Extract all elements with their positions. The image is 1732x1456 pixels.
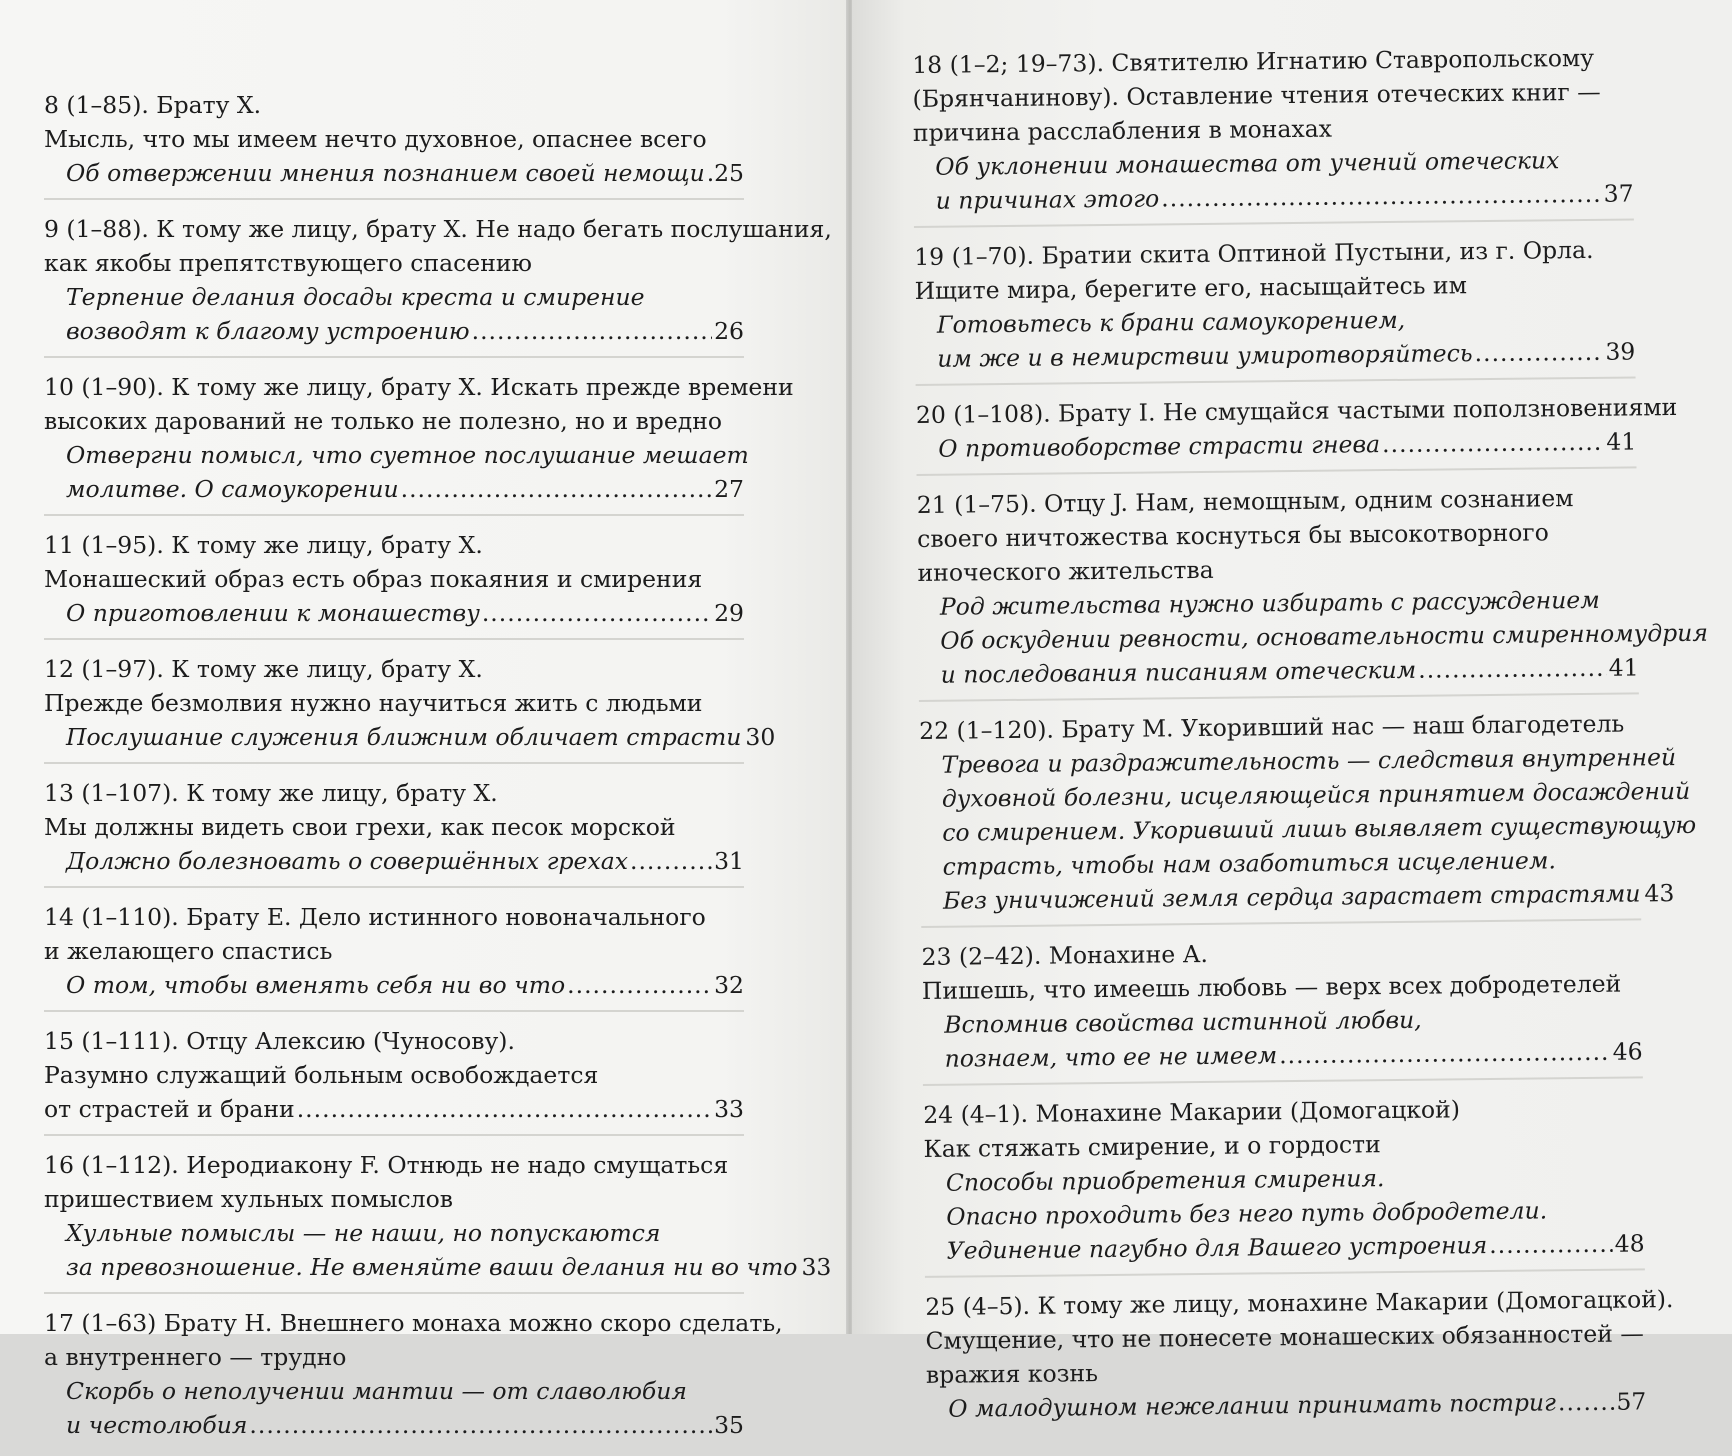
dot-leader — [1489, 1227, 1613, 1262]
left-toc-column — [44, 82, 744, 1456]
toc-entry-description: им же и в немирствии умиротворяйтесь — [937, 336, 1473, 376]
toc-entry-description: и честолюбия — [66, 1408, 247, 1442]
toc-leader-line — [922, 1034, 1642, 1076]
toc-entry-title-line: Смущение, что не понесете монашеских обязанностей — — [925, 1316, 1645, 1358]
toc-leader-line — [44, 844, 744, 878]
toc-entry-title-line: 9 (1–88). К тому же лицу, брату Х. Не надо бегать послушания, — [44, 212, 744, 246]
toc-entry-title-line: 19 (1–70). Братии скита Оптиной Пустыни, из г. Орла. — [914, 232, 1634, 274]
toc-entry-title-line: причина расслабления в монахах — [913, 108, 1633, 150]
toc-entry-description: О малодушном нежелании принимать постриг — [948, 1385, 1556, 1425]
dot-leader — [1382, 425, 1605, 461]
toc-leader-line — [926, 1384, 1646, 1426]
page-number: 39 — [1605, 334, 1635, 368]
dot-leader — [1279, 1035, 1611, 1072]
toc-leader-line — [918, 650, 1638, 692]
toc-entry-description: возводят к благому устроению — [66, 314, 470, 348]
toc-entry-description: за превозношение. Не вменяйте ваши делания ни во что — [66, 1250, 797, 1284]
right-toc-column — [912, 34, 1647, 1439]
toc-leader-line — [916, 424, 1636, 466]
toc-entry-description: О приготовлении к монашеству — [66, 596, 480, 630]
toc-entry-title-line: пришествием хульных помыслов — [44, 1182, 744, 1216]
dot-leader — [472, 314, 713, 348]
page-number: 33 — [714, 1092, 744, 1126]
toc-entry — [923, 1084, 1645, 1278]
toc-leader-line — [44, 968, 744, 1002]
toc-entry — [44, 894, 744, 1012]
toc-entry-title-line: 20 (1–108). Брату I. Не смущайся частыми поползновениями — [916, 390, 1636, 432]
toc-entry — [44, 770, 744, 888]
toc-entry-description: О том, чтобы вменять себя ни во что — [66, 968, 565, 1002]
toc-leader-line — [913, 176, 1633, 218]
toc-entry-description: молитве. О самоукорении — [66, 472, 399, 506]
page-number: 37 — [1604, 176, 1634, 210]
dot-leader — [401, 472, 713, 506]
toc-entry-subtitle-line: Тревога и раздражительность — следствия внутренней — [919, 740, 1639, 782]
toc-entry-title-line: Как стяжать смирение, и о гордости — [923, 1124, 1643, 1166]
toc-leader-line — [44, 720, 744, 754]
toc-leader-line — [44, 156, 744, 190]
toc-entry — [44, 206, 744, 358]
dot-leader — [1161, 177, 1602, 216]
toc-entry — [44, 364, 744, 516]
toc-leader-line — [44, 314, 744, 348]
page-number: 30 — [745, 720, 775, 754]
toc-entry-title-line: Ищите мира, берегите его, насыщайтесь им — [914, 266, 1634, 308]
toc-entry-title-line: 15 (1–111). Отцу Алексию (Чуносову). — [44, 1024, 744, 1058]
toc-entry — [44, 1142, 744, 1294]
toc-entry-subtitle-line: Терпение делания досады креста и смирение — [44, 280, 744, 314]
toc-entry-title-line: Мы должны видеть свои грехи, как песок морской — [44, 810, 744, 844]
toc-leader-line — [44, 472, 744, 506]
toc-entry — [917, 474, 1639, 702]
toc-entry — [912, 34, 1634, 228]
toc-leader-line — [915, 334, 1635, 376]
toc-entry-subtitle-line: Скорбь о неполучении мантии — от славолюбия — [44, 1374, 744, 1408]
page-number: 26 — [714, 314, 744, 348]
toc-entry-description: и причинах этого — [935, 181, 1159, 217]
toc-entry — [921, 926, 1643, 1086]
toc-entry — [914, 226, 1636, 386]
toc-entry — [916, 384, 1637, 476]
page-number: 27 — [714, 472, 744, 506]
toc-entry-title-line: Монашеский образ есть образ покаяния и смирения — [44, 562, 744, 596]
dot-leader — [630, 844, 712, 878]
toc-entry-title-line: 25 (4–5). К тому же лицу, монахине Макарии (Домогацкой). — [925, 1282, 1645, 1324]
page-number: 57 — [1616, 1384, 1646, 1418]
toc-entry-title-line: 10 (1–90). К тому же лицу, брату Х. Искать прежде времени — [44, 370, 744, 404]
toc-entry-title-line: 24 (4–1). Монахине Макарии (Домогацкой) — [923, 1090, 1643, 1132]
toc-leader-line — [44, 596, 744, 630]
toc-entry-title-line: Мысль, что мы имеем нечто духовное, опаснее всего — [44, 122, 744, 156]
dot-leader — [1558, 1385, 1615, 1420]
toc-entry-subtitle-line: Способы приобретения смирения. — [924, 1158, 1644, 1200]
toc-leader-line — [921, 876, 1641, 918]
toc-entry-title-line: иноческого жительства — [917, 548, 1637, 590]
page-number: 31 — [714, 844, 744, 878]
toc-entry — [919, 700, 1641, 928]
toc-entry-title-line: 8 (1–85). Брату Х. — [44, 88, 744, 122]
toc-entry-title-line: 14 (1–110). Брату Е. Дело истинного новоначального — [44, 900, 744, 934]
toc-entry-title-line: 22 (1–120). Брату М. Укоривший нас — наш благодетель — [919, 706, 1639, 748]
toc-entry-title-line: 21 (1–75). Отцу J. Нам, немощным, одним сознанием — [917, 480, 1637, 522]
toc-entry-title-line: (Брянчанинову). Оставление чтения отеческих книг — — [912, 74, 1632, 116]
toc-entry — [44, 646, 744, 764]
toc-entry-subtitle-line: Об оскудении ревности, основательности смиренномудрия — [918, 616, 1638, 658]
toc-entry-description: Об отвержении мнения познанием своей немощи — [66, 156, 705, 190]
dot-leader — [249, 1408, 712, 1442]
toc-entry-subtitle-line: Об уклонении монашества от учений отеческих — [913, 142, 1633, 184]
page-number: 29 — [714, 596, 744, 630]
toc-entry-subtitle-line: Род жительства нужно избирать с рассуждением — [918, 582, 1638, 624]
toc-entry-subtitle-line: страсть, чтобы нам озаботиться исцелением. — [920, 842, 1640, 884]
toc-entry-title-line: 17 (1–63) Брату Н. Внешнего монаха можно скоро сделать, — [44, 1306, 744, 1340]
toc-entry-title-line: от страстей и брани — [44, 1092, 295, 1126]
page-number: 41 — [1609, 650, 1639, 684]
toc-entry-subtitle-line: Отвергни помысл, что суетное послушание мешает — [44, 438, 744, 472]
toc-entry-description: Без уничижений земля сердца зарастает страстями — [943, 876, 1641, 917]
toc-entry-title-line: высоких дарований не только не полезно, но и вредно — [44, 404, 744, 438]
toc-entry-title-line: Разумно служащий больным освобождается — [44, 1058, 744, 1092]
dot-leader — [707, 156, 712, 190]
dot-leader — [1418, 651, 1607, 687]
toc-leader-line — [924, 1226, 1644, 1268]
page-number: 46 — [1613, 1034, 1643, 1068]
page-number: 43 — [1644, 876, 1674, 910]
toc-entry-title-line: как якобы препятствующего спасению — [44, 246, 744, 280]
toc-entry — [44, 1300, 744, 1450]
toc-entry-description: познаем, что ее не имеем — [944, 1038, 1277, 1075]
toc-leader-line — [44, 1408, 744, 1442]
toc-entry-subtitle-line: со смирением. Укоривший лишь выявляет существующую — [920, 808, 1640, 850]
dot-leader — [1474, 335, 1603, 370]
toc-entry-subtitle-line: духовной болезни, исцеляющейся принятием досаждений — [920, 774, 1640, 816]
toc-entry-subtitle-line: Хульные помыслы — не наши, но попускаются — [44, 1216, 744, 1250]
toc-entry-title-line: 12 (1–97). К тому же лицу, брату Х. — [44, 652, 744, 686]
page-number: 25 — [714, 156, 744, 190]
page-number: 41 — [1606, 424, 1636, 458]
toc-entry-title-line: 23 (2–42). Монахине А. — [921, 932, 1641, 974]
dot-leader — [567, 968, 712, 1002]
toc-entry — [44, 82, 744, 200]
toc-entry-title-line: своего ничтожества коснуться бы высокотворного — [917, 514, 1637, 556]
toc-entry-description: Уединение пагубно для Вашего устроения — [946, 1228, 1487, 1268]
toc-entry-title-line: а внутреннего — трудно — [44, 1340, 744, 1374]
toc-entry-title-line: вражия кознь — [926, 1350, 1646, 1392]
dot-leader — [482, 596, 712, 630]
page-number: 33 — [801, 1250, 831, 1284]
toc-entry-title-line: и желающего спастись — [44, 934, 744, 968]
toc-entry-subtitle-line: Готовьтесь к брани самоукорением, — [915, 300, 1635, 342]
toc-entry-title-line: Прежде безмолвия нужно научиться жить с людьми — [44, 686, 744, 720]
toc-entry-title-line: 16 (1–112). Иеродиакону F. Отнюдь не надо смущаться — [44, 1148, 744, 1182]
dot-leader — [297, 1092, 712, 1126]
toc-entry-description: и последования писаниям отеческим — [940, 653, 1416, 692]
page-number: 32 — [714, 968, 744, 1002]
toc-entry — [44, 1018, 744, 1136]
toc-leader-line — [44, 1092, 744, 1126]
toc-entry-subtitle-line: Опасно проходить без него путь добродетели. — [924, 1192, 1644, 1234]
toc-entry-subtitle-line: Вспомнив свойства истинной любви, — [922, 1000, 1642, 1042]
toc-entry-title-line: 13 (1–107). К тому же лицу, брату Х. — [44, 776, 744, 810]
toc-entry-title-line: 11 (1–95). К тому же лицу, брату Х. — [44, 528, 744, 562]
toc-entry — [44, 522, 744, 640]
toc-entry-title-line: Пишешь, что имеешь любовь — верх всех добродетелей — [922, 966, 1642, 1008]
page-number: 35 — [714, 1408, 744, 1442]
toc-leader-line — [44, 1250, 744, 1284]
toc-entry-description: О противоборстве страсти гнева — [938, 427, 1380, 466]
toc-entry-title-line: 18 (1–2; 19–73). Святителю Игнатию Ставропольскому — [912, 40, 1632, 82]
page-number: 48 — [1615, 1226, 1645, 1260]
toc-entry-description: Послушание служения ближним обличает страсти — [66, 720, 741, 754]
toc-entry — [925, 1276, 1647, 1434]
toc-entry-description: Должно болезновать о совершённых грехах — [66, 844, 628, 878]
